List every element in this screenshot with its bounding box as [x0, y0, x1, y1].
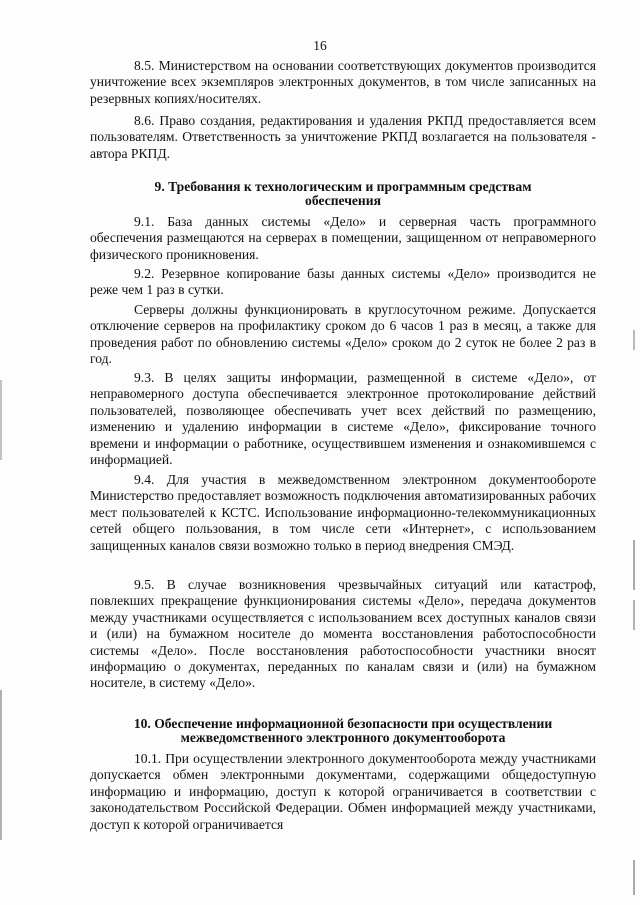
- section-10-heading: [90, 717, 596, 745]
- paragraph-10-1: 10.1. При осуществлении электронного документооборота между участниками допускается обмен электронными документами, содержащими общедоступную информацию и информацию, доступ к которой ограничивается в соответствии с законодательством Российской Федерации. Обмен информацией между участниками, доступ к которой ограничивается: [90, 751, 596, 832]
- page-number: 16: [313, 38, 327, 53]
- scan-artifact-right-4: [633, 860, 635, 895]
- section-10-heading-line2: межведомственного электронного документооборота: [180, 730, 506, 745]
- paragraph-servers: Серверы должны функционировать в круглосуточном режиме. Допускается отключение серверов на профилактику сроком до 6 часов 1 раз в месяц, а также для проведения работ по обновлению системы «Дело» сроком до 2 суток не более 2 раз в год.: [90, 302, 596, 367]
- scan-artifact-right-2: [633, 540, 635, 590]
- paragraph-9-4: 9.4. Для участия в межведомственном электронном документообороте Министерство предоставляет возможность подключения автоматизированных рабочих мест пользователей к КСТС. Использование информационно-телекоммуникационных сетей общего пользования, в том числе сети «Интернет», с использованием защищенных каналов связи возможно только в период внедрения СМЭД.: [90, 472, 596, 553]
- paragraph-9-2: 9.2. Резервное копирование базы данных системы «Дело» производится не реже чем 1 раз в сутки.: [90, 266, 596, 298]
- paragraph-9-5: 9.5. В случае возникновения чрезвычайных ситуаций или катастроф, повлекших прекращение функционирования системы «Дело», передача документов между участниками осуществляется с использованием всех доступных каналов связи и (или) на бумажном носителе до момента восстановления работоспособности системы «Дело». После восстановления работоспособности участники вносят информацию о документах, переданных по каналам связи и (или) на бумажном носителе, в систему «Дело».: [90, 577, 596, 691]
- section-9-heading-line2: обеспечения: [305, 193, 381, 208]
- section-10-heading-line1: 10. Обеспечение информационной безопасности при осуществлении: [133, 716, 553, 731]
- scan-artifact-right-3: [633, 600, 635, 630]
- scan-artifact-left-1: [0, 380, 2, 460]
- paragraph-8-6: 8.6. Право создания, редактирования и удаления РКПД предоставляется всем пользователям. Ответственность за уничтожение РКПД возлагается на пользователя - автора РКПД.: [90, 113, 596, 161]
- section-9-heading: [90, 180, 596, 208]
- paragraph-9-1: 9.1. База данных системы «Дело» и серверная часть программного обеспечения размещаются на серверах в помещении, защищенном от неправомерного физического проникновения.: [90, 214, 596, 262]
- paragraph-9-3: 9.3. В целях защиты информации, размещенной в системе «Дело», от неправомерного доступа обеспечивается электронное протоколирование действий пользователей, позволяющее обеспечивать учет всех действий по размещению, изменению и удалению информации в системе «Дело», фиксирование точного времени и информации о работнике, осуществившем изменения и ознакомившемся с информацией.: [90, 370, 596, 468]
- scan-artifact-right-1: [633, 330, 635, 350]
- scan-artifact-left-2: [0, 690, 2, 840]
- paragraph-8-5: 8.5. Министерством на основании соответствующих документов производится уничтожение всех экземпляров электронных документов, в том числе записанных на резервных копиях/носителях.: [90, 58, 596, 106]
- section-9-heading-line1: 9. Требования к технологическим и программным средствам: [154, 179, 532, 194]
